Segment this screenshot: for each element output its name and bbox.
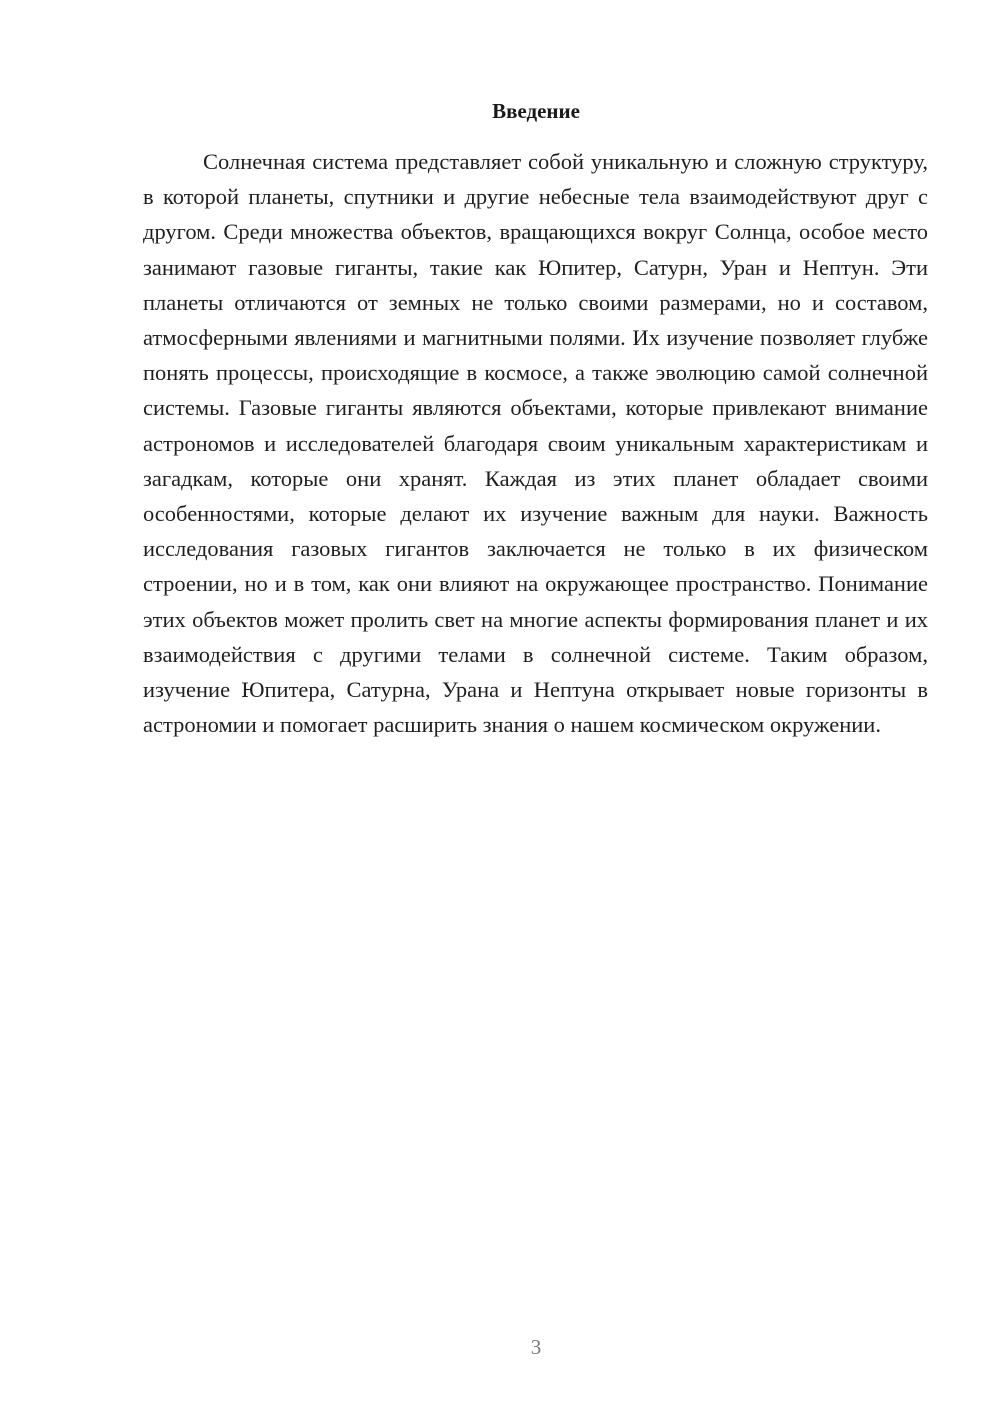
body-paragraph: Солнечная система представляет собой уникальную и сложную структуру, в которой планеты, спутники и другие небесные тела взаимодействуют друг с другом. Среди множества объектов, вращающихся вокруг Солнца, особое место занимают газовые гиганты, такие как Юпитер, Сатурн, Уран и Нептун. Эти планеты отличаются от земных не только своими размерами, но и составом, атмосферными явлениями и магнитными полями. Их изучение позволяет глубже понять процессы, происходящие в космосе, а также эволюцию самой солнечной системы. Газовые гиганты являются объектами, которые привлекают внимание астрономов и исследователей благодаря своим уникальным характеристикам и загадкам, которые они хранят. Каждая из этих планет обладает своими особенностями, которые делают их изучение важным для науки. Важность исследования газовых гигантов заключается не только в их физическом строении, но и в том, как они влияют на окружающее пространство. Понимание этих объектов может пролить свет на многие аспекты формирования планет и их взаимодействия с другими телами в солнечной системе. Таким образом, изучение Юпитера, Сатурна, Урана и Нептуна открывает новые горизонты в астрономии и помогает расширить знания о нашем космическом окружении. <box>143 149 928 738</box>
page-number: 3 <box>530 1335 542 1359</box>
section-heading: Введение <box>492 99 580 123</box>
